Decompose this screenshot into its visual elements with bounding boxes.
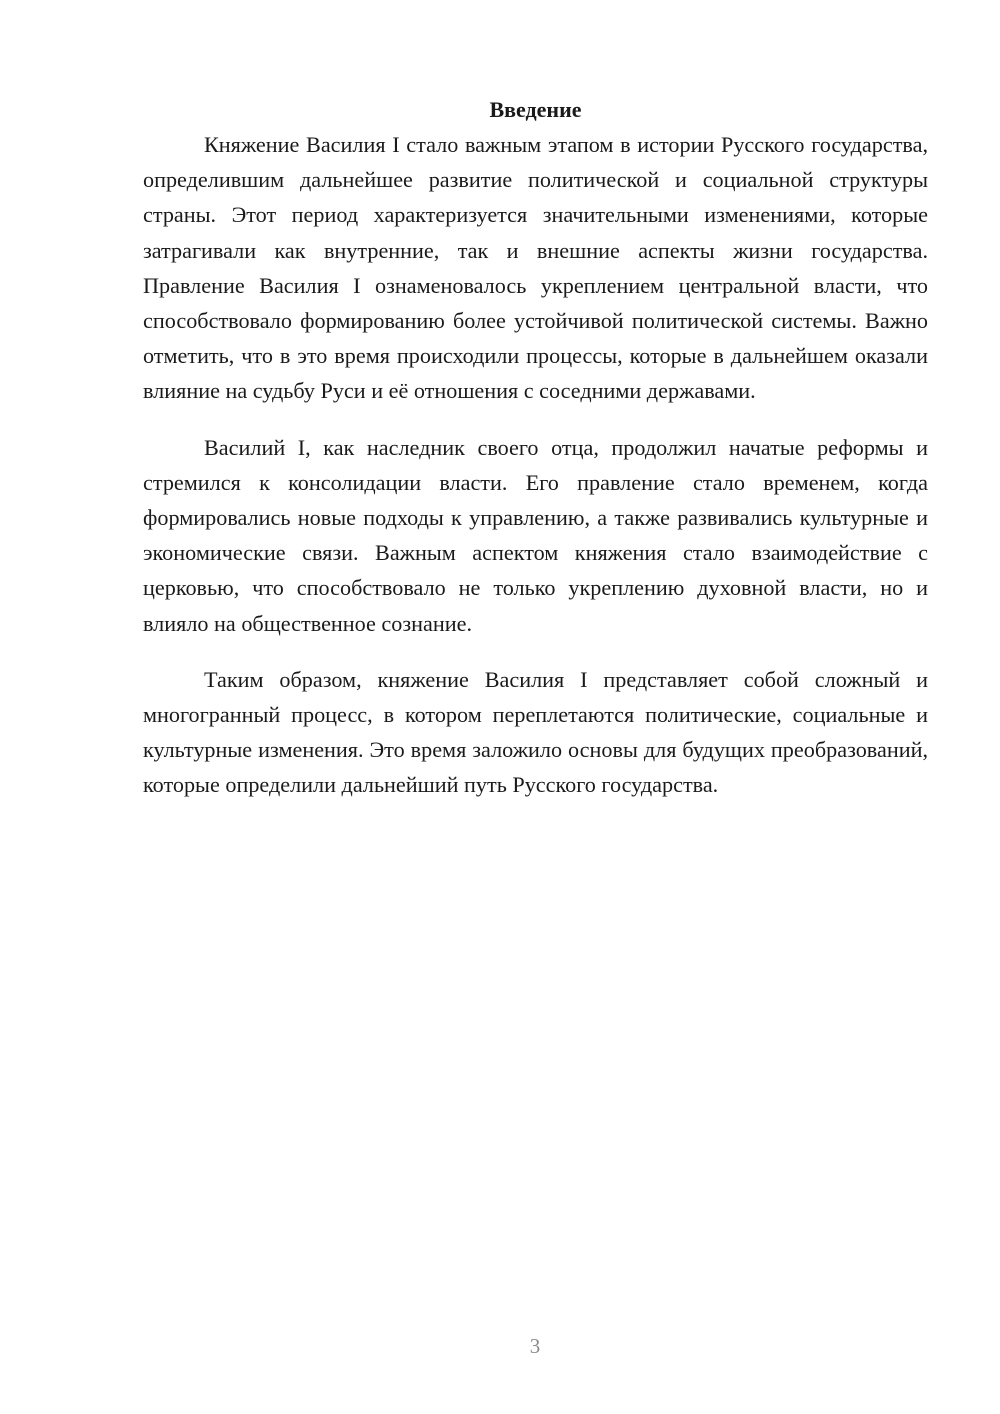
paragraph-3: Таким образом, княжение Василия I представляет собой сложный и многогранный процесс, в котором переплетаются политические, социальные и культурные изменения. Это время заложило основы для будущих преобразований, которые определили дальнейший путь Русского государства. — [143, 666, 928, 798]
paragraph-1: Княжение Василия I стало важным этапом в истории Русского государства, определившим дальнейшее развитие политической и социальной структуры страны. Этот период характеризуется значительными изменениями, которые затрагивали как внутренние, так и внешние аспекты жизни государства. Правление Василия I ознаменовалось укреплением центральной власти, что способствовало формированию более устойчивой политической системы. Важно отметить, что в это время происходили процессы, которые в дальнейшем оказали влияние на судьбу Руси и её отношения с соседними державами. — [143, 132, 928, 404]
section-title: Введение — [489, 97, 582, 122]
page-number: 3 — [529, 1334, 541, 1358]
paragraph-2: Василий I, как наследник своего отца, продолжил начатые реформы и стремился к консолидации власти. Его правление стало временем, когда формировались новые подходы к управлению, а также развивались культурные и экономические связи. Важным аспектом княжения стало взаимодействие с церковью, что способствовало не только укреплению духовной власти, но и влияло на общественное сознание. — [143, 434, 928, 636]
page-content — [143, 92, 928, 803]
